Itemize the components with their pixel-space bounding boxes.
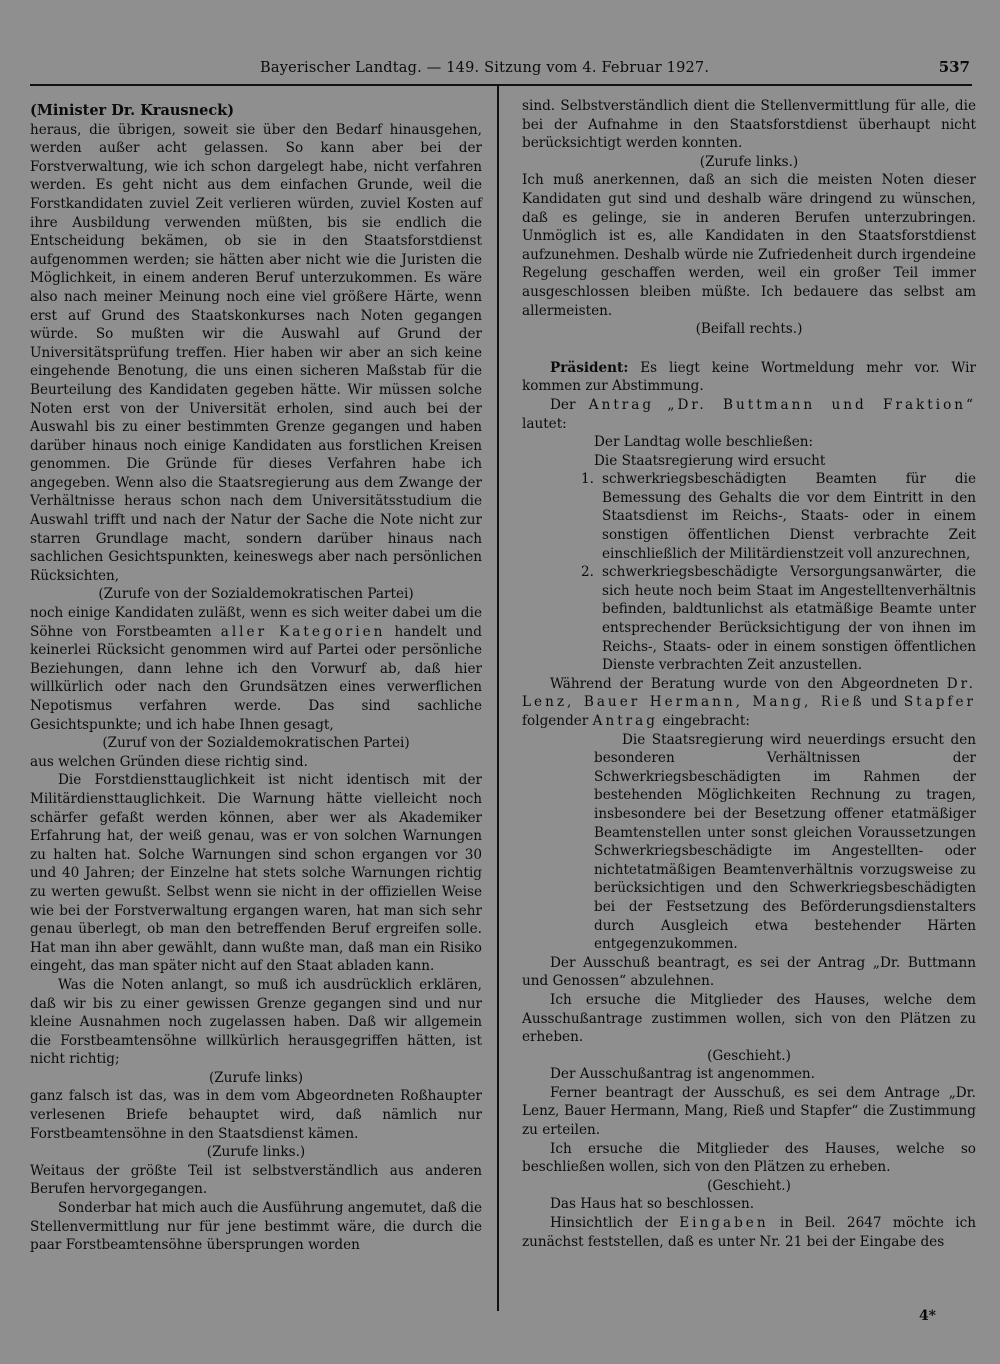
paragraph: aus welchen Gründen diese richtig sind. [30,753,308,770]
left-column [30,102,482,1255]
page-number: 537 [938,58,970,76]
column-divider [497,86,499,1311]
paragraph: Der Antrag „Dr. Buttmann und Fraktion“ lautet: [522,396,976,432]
interjection: (Zuruf von der Sozialdemokratischen Partei) [102,735,410,752]
interjection: (Geschieht.) [707,1047,791,1064]
interjection: (Zurufe von der Sozialdemokratischen Partei) [98,586,414,603]
interjection: (Zurufe links) [208,1069,304,1086]
paragraph: Das Haus hat so beschlossen. [550,1196,755,1213]
paragraph: Ich ersuche die Mitglieder des Hauses, welche so beschließen wollen, sich von den Plätzen zu erheben. [522,1140,976,1176]
interjection: (Zurufe links.) [206,1144,306,1161]
header-rule [30,84,972,86]
interjection: (Beifall rechts.) [695,321,803,338]
paragraph: ganz falsch ist das, was in dem vom Abgeordneten Roßhaupter verlesenen Briefe behauptet wird, daß nämlich nur Forstbeamtensöhne in den Staatsdienst kämen. [30,1088,482,1142]
paragraph: heraus, die übrigen, soweit sie über den Bedarf hinausgehen, werden außer acht gelassen. So kann aber bei der Forstverwaltung, wie ich schon dargelegt habe, nicht verfahren werden. Es geht nicht aus dem einfachen Grunde, weil die Forstkandidaten zuviel Zeit verlieren würden, zuviel Kosten auf ihre Ausbildung verwenden müßten, bis sie endlich die Entscheidung bekämen, ob sie in den Staatsforstdienst aufgenommen werden; sie hätten aber nicht wie die Juristen die Möglichkeit, in einem anderen Beruf unterzukommen. Es wäre also nach meiner Meinung noch eine viel größere Härte, wenn erst auf Grund des Staatskonkurses nach Noten gegangen würde. So mußten wir die Auswahl auf Grund der Universitätsprüfung treffen. Hier haben wir aber an sich keine eingehende Benotung, die uns einen sicheren Maßstab für die Beurteilung des Kandidaten gegeben hätte. Wir müssen solche Noten erst von der Universität erholen, sind auch bei der Auswahl bis zu einer bestimmten Grenze gegangen und haben darüber hinaus noch einige Kandidaten aus forstlichen Kreisen genommen. Die Gründe für dieses Verfahren habe ich angegeben. Wenn also die Staatsregierung aus dem Zwange der Verhältnisse heraus schon nach dem Universitätsstudium die Auswahl trifft und nach der Natur der Sache die Note nicht zur starren Grundlage macht, sondern darüber hinaus nach sachlichen Gesichtspunkten, keineswegs aber nach persönlichen Rücksichten, [30,121,482,584]
running-header [30,58,972,84]
motion-text: Die Staatsregierung wird ersucht [594,452,826,469]
motion-text: Die Staatsregierung wird neuerdings ersucht den besonderen Verhältnissen der Schwerkriegsbeschädigten im Rahmen der bestehenden Möglichkeiten Rechnung zu tragen, insbesondere bei der Besetzung offener etatmäßiger Beamtenstellen unter sonst gleichen Voraussetzungen Schwerkriegsbeschädigte im Angestellten- oder nichtetatmäßigen Beamtenverhältnis vorzugsweise zu berücksichtigen und den Schwerkriegsbeschädigten bei der Festsetzung des Beförderungsdienstalters durch Ausgleich etwa bestehender Härten entgegenzukommen. [594,731,976,953]
motion-title: „Dr. Buttmann und Fraktion“ [667,396,976,413]
paragraph: Ich muß anerkennen, daß an sich die meisten Noten dieser Kandidaten gut sind und deshalb wäre dringend zu wünschen, daß es gelinge, sie in anderen Berufen unterzubringen. Unmöglich ist es, alle Kandidaten in den Staatsforstdienst aufzunehmen. Deshalb würde nie Zufriedenheit durch irgendeine Regelung geschaffen werden, weil ein großer Teil immer ausgeschlossen bleiben müßte. Ich bedauere das selbst am allermeisten. [522,172,976,319]
header-title: Bayerischer Landtag. — 149. Sitzung vom 4. Februar 1927. [260,60,710,76]
right-column [522,97,976,1251]
interjection: (Geschieht.) [707,1177,791,1194]
paragraph: noch einige Kandidaten zuläßt, wenn es sich weiter dabei um die Söhne von Forstbeamten aller Kategorien handelt und keinerlei Rücksicht genommen wird auf Partei oder persönliche Beziehungen, dann lehne ich den Vorwurf ab, daß hier willkürlich oder nach den Grundsätzen eines verwerflichen Nepotismus verfahren werde. Das sind sachliche Gesichtspunkte; und ich habe Ihnen gesagt, [30,605,482,733]
motion-text: Der Landtag wolle beschließen: [594,434,814,451]
interjection: (Zurufe links.) [699,153,799,170]
paragraph: sind. Selbstverständlich dient die Stellenvermittlung für alle, die bei der Aufnahme in den Staatsforstdienst überhaupt nicht berücksichtigt werden konnten. [522,98,976,152]
signature-mark: 4* [918,1308,936,1324]
motion-item: 2. schwerkriegsbeschädigte Versorgungsanwärter, die sich heute noch beim Staat im Angestelltenverhältnis befinden, baldtunlichst als etatmäßige Beamte unter entsprechender Berücksichtigung der von ihnen im Reichs-, Staats- oder in einem sonstigen öffentlichen Dienste verbrachten Zeit anzustellen. [581,564,976,674]
motion-item: 1. schwerkriegsbeschädigten Beamten für die Bemessung des Gehalts die vor dem Eintritt in den Staatsdienst im Reichs-, Staats- oder in einem sonstigen öffentlichen Dienst verbrachte Zeit einschließlich der Militärdienstzeit voll anzurechnen, [581,471,976,562]
paragraph: Während der Beratung wurde von den Abgeordneten Dr. Lenz, Bauer Hermann, Mang, Rieß und Stapfer folgender Antrag eingebracht: [522,675,976,729]
paragraph: Präsident: Es liegt keine Wortmeldung mehr vor. Wir kommen zur Abstimmung. [522,359,976,395]
spaced-emphasis: aller Kategorien [220,623,386,640]
paragraph: Sonderbar hat mich auch die Ausführung angemutet, daß die Stellenvermittlung nur für jene bestimmt wäre, die durch die paar Forstbeamtensöhne übersprungen worden [30,1200,482,1254]
paragraph: Ich ersuche die Mitglieder des Hauses, welche dem Ausschußantrage zustimmen wollen, sich von den Plätzen zu erheben. [522,991,976,1046]
paragraph: Der Ausschußantrag ist angenommen. [550,1066,815,1083]
paragraph: Weitaus der größte Teil ist selbstverständlich aus anderen Berufen hervorgegangen. [30,1162,482,1198]
speaker-heading: (Minister Dr. Krausneck) [30,102,235,119]
paragraph: Hinsichtlich der Eingaben in Beil. 2647 möchte ich zunächst feststellen, daß es unter Nr. 21 bei der Eingabe des [522,1215,976,1250]
paragraph: Ferner beantragt der Ausschuß, es sei dem Antrage „Dr. Lenz, Bauer Hermann, Mang, Rieß und Stapfer“ die Zustimmung zu erteilen. [522,1084,976,1139]
speaker-label: Präsident: [550,359,629,376]
paragraph: Der Ausschuß beantragt, es sei der Antrag „Dr. Buttmann und Genossen“ abzulehnen. [522,954,976,990]
paragraph: Die Forstdiensttauglichkeit ist nicht identisch mit der Militärdiensttauglichkeit. Die Warnung hätte vielleicht noch schärfer gefaßt werden können, aber wer als Akademiker Erfahrung hat, der weiß genau, was er von solchen Warnungen zu halten hat. Solche Warnungen sind schon ergangen vor 30 und 40 Jahren; der Einzelne hat stets solche Warnungen richtig zu werten gewußt. Selbst wenn sie nicht in der offiziellen Weise wie bei der Forstverwaltung ergangen waren, hat man sich sehr genau überlegt, ob man den betreffenden Beruf ergreifen solle. Hat man ihn aber gewählt, dann wußte man, daß man ein Risiko eingeht, das man später nicht auf den Staat abladen kann. [30,772,482,975]
paragraph: Was die Noten anlangt, so muß ich ausdrücklich erklären, daß wir bis zu einer gewissen Grenze gegangen sind und nur kleine Ausnahmen noch zugelassen haben. Daß wir allgemein die Forstbeamtensöhne willkürlich herausgegriffen hätten, ist nicht richtig; [30,976,482,1068]
